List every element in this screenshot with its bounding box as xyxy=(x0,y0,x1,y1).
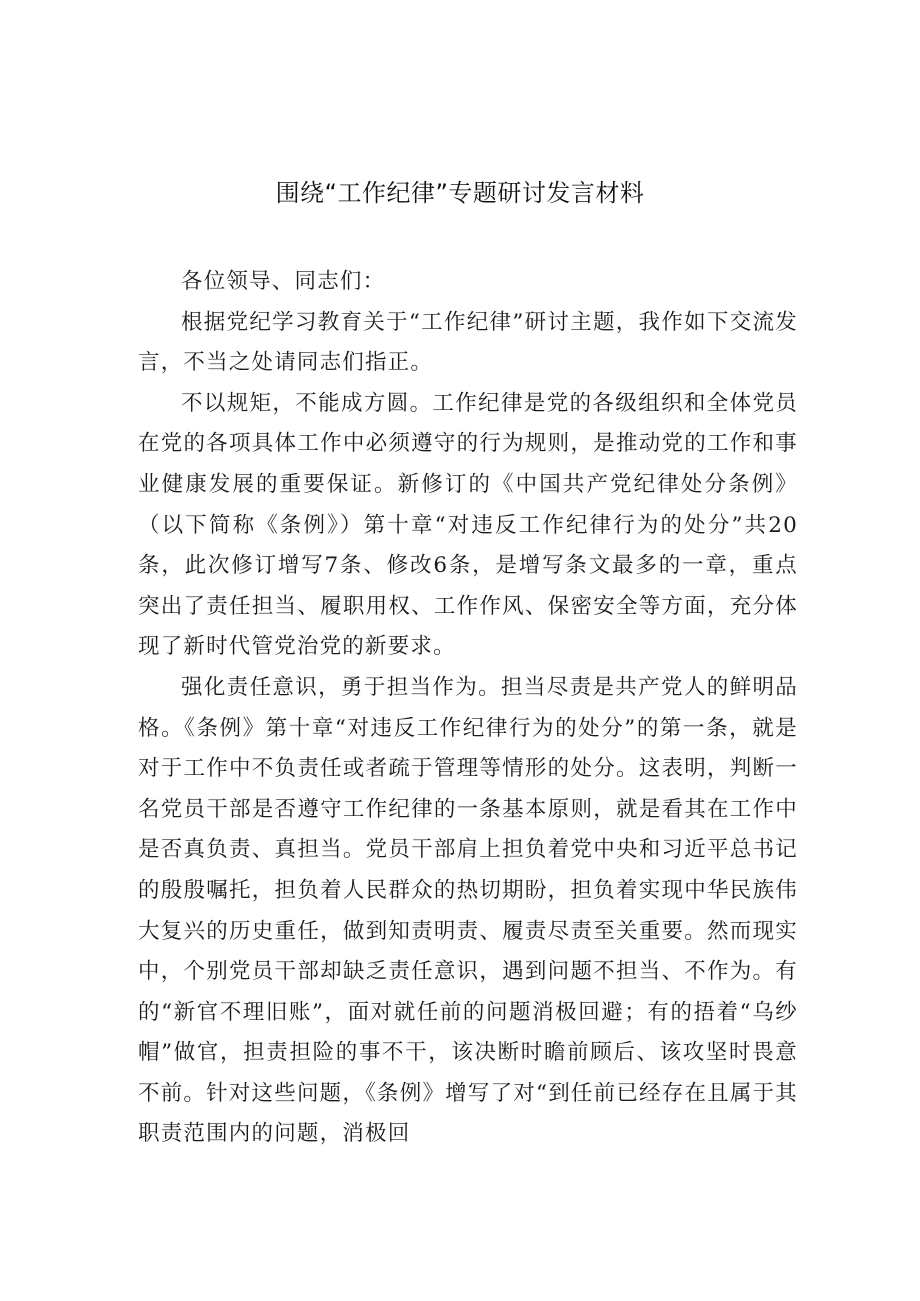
paragraph-salutation: 各位领导、同志们： xyxy=(181,269,386,294)
document-title: 围绕“工作纪律”专题研讨发言材料 xyxy=(275,179,645,207)
paragraph-background: 不以规矩，不能成方圆。工作纪律是党的各级组织和全体党员在党的各项具体工作中必须遵守的行为规则，是推动党的工作和事业健康发展的重要保证。新修订的《中国共产党纪律处分条例》（以下简称《条例》）第十章“对违反工作纪律行为的处分”共20条，此次修订增写7条、修改6条，是增写条文最多的一章，重点突出了责任担当、履职用权、工作作风、保密安全等方面，充分体现了新时代管党治党的新要求。 xyxy=(138,390,798,660)
paragraph-intro: 根据党纪学习教育关于“工作纪律”研讨主题，我作如下交流发言，不当之处请同志们指正。 xyxy=(138,309,798,376)
document-body xyxy=(138,262,798,1155)
paragraph-responsibility: 强化责任意识，勇于担当作为。担当尽责是共产党人的鲜明品格。《条例》第十章“对违反工作纪律行为的处分”的第一条，就是对于工作中不负责任或者疏于管理等情形的处分。这表明，判断一名党员干部是否遵守工作纪律的一条基本原则，就是看其在工作中是否真负责、真担当。党员干部肩上担负着党中央和习近平总书记的殷殷嘱托，担负着人民群众的热切期盼，担负着实现中华民族伟大复兴的历史重任，做到知责明责、履责尽责至关重要。然而现实中，个别党员干部却缺乏责任意识，遇到问题不担当、不作为。有的“新官不理旧账”，面对就任前的问题消极回避；有的捂着“乌纱帽”做官，担责担险的事不干，该决断时瞻前顾后、该攻坚时畏意不前。针对这些问题，《条例》增写了对“到任前已经存在且属于其职责范围内的问题，消极回 xyxy=(138,674,798,1147)
